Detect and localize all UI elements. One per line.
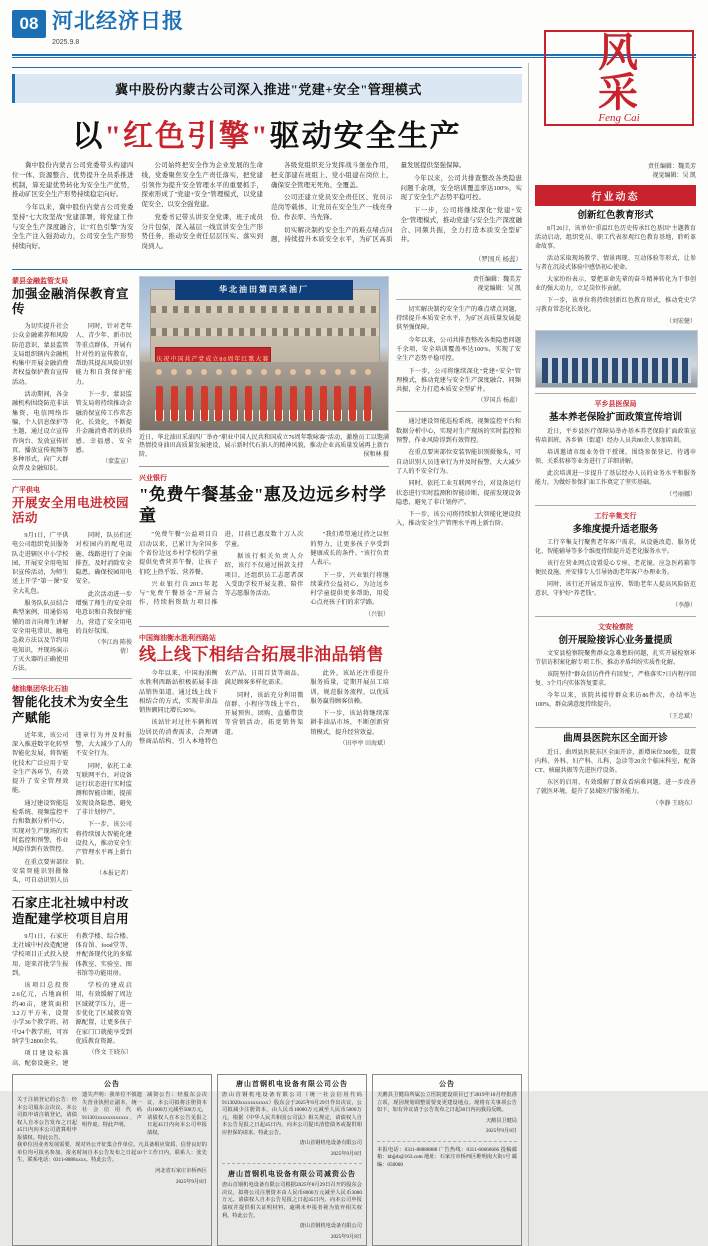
paragraph: 为切实提升社会公众金融素养和风险防范意识，蒙县监管支局组织辖内金融机构集中开展金融消费者权益保护教育宣传活动。 xyxy=(12,323,69,386)
lead-paragraph: 党委书记带头讲安全党课，班子成员分片包保，深入基层一线宣讲安全生产形势任务，推动安全责任层层压实、落实到岗到人。 xyxy=(141,213,263,250)
paragraph: （王忠斌） xyxy=(665,714,696,721)
article-kicker: 中国海油衡水胜利西路站 xyxy=(139,633,216,642)
paragraph: 下一步，蒙县监管支局将持续推动金融消保宣传工作常态化、长效化，不断提升金融消费者的获得感、幸福感、安全感。 xyxy=(75,391,132,454)
paragraph: 该行在营业网点设置爱心专座、老花镜、应急医药箱等便民设施，并安排专人引导协助老年客户办理业务。 xyxy=(535,561,696,577)
paragraph: 该院坚持"群众信访件件有回复"，严格落实7日内程序回复、3个月内实体答复要求。 xyxy=(535,672,696,688)
section-header-industry: 行业动态 xyxy=(535,185,696,206)
divider xyxy=(12,890,132,891)
paragraph: 活动采取现场教学、情景再现、互动体验等形式，让参与者在沉浸式体验中感悟初心使命。 xyxy=(535,256,696,272)
paragraph: 兴业银行自2013年起与"免费午餐基金"开展合作，持续捐资助力项目推进，目前已惠及数十万人次学童。 xyxy=(139,531,304,607)
section-logo xyxy=(544,30,694,126)
paragraph: 在重点要害部位安装智能识别摄像头，可自动识别人员违章行为并及时报警，大大减少了人的不安全行为。 xyxy=(396,449,521,475)
paragraph: 此次活动进一步增强了师生的安全用电意识和自我保护能力，营造了安全用电的良好氛围。 xyxy=(75,590,132,635)
article-title: 曲周县医院东区全面开诊 xyxy=(563,734,668,745)
paragraph: 同时，依托工业互联网平台，对设备运行状态进行实时监测和智能诊断，提前发现设备隐患，避免了非计划停产。 xyxy=(396,480,521,506)
notice-date: 2025年9月8日 xyxy=(175,1178,207,1185)
article-title: 创开展险接诉心业务量提质 xyxy=(558,636,673,647)
paragraph: "免费午餐"公益项目自启动以来，已累计为全国多个省份边远乡村学校的学童提供免费营养午餐，让孩子们吃上热乎饭、营养餐。 xyxy=(139,531,218,576)
article-title: 石家庄北社城中村改造配建学校项目启用 xyxy=(12,896,130,927)
divider xyxy=(12,479,132,480)
paragraph: （兴银） xyxy=(364,611,389,618)
column-middle xyxy=(139,276,389,1068)
paragraph: （罗国兵 杨蕊） xyxy=(477,398,521,405)
issue-date: 2025.9.8 xyxy=(52,39,80,46)
lead-headline-highlight: "红色引擎" xyxy=(104,120,270,153)
paragraph: 通过建设智能巡检系统、视频监控平台和数据分析中心，实现对生产现场的实时监控和预警，作业风险得到有效管控。 xyxy=(396,418,521,445)
divider xyxy=(12,269,522,270)
editor-responsible-label: 责任编辑：魏美芳 xyxy=(647,164,696,170)
lead-paragraph: 公司还建立党员安全责任区、党员示范岗等载体，让党员在安全生产一线亮身份、作表率、当先锋。 xyxy=(271,194,393,221)
editor-responsible: 责任编辑：魏美芳 xyxy=(472,276,521,283)
three-column-block xyxy=(12,276,522,1068)
lead-paragraph: 切实解决制约安全生产的难点堵点问题，持续提升本质安全水平，为矿区高质量发展提供坚强保障。 xyxy=(271,162,466,244)
article-title: 开展安全用电进校园活动 xyxy=(12,495,130,526)
article-kicker: 储油集团华北石油 xyxy=(12,685,68,694)
divider xyxy=(396,299,521,300)
article-body xyxy=(12,531,132,673)
article-kicker: 平乡县医保局 xyxy=(594,400,637,409)
notice-date: 2025年9月8日 xyxy=(330,1233,362,1240)
photo-caption-text: 近日，华北油田采油四厂举办"职业中国人民共和国成立76周年歌咏赛"活动，激励员工以饱满热情投身油田高质量发展建设，展示新时代石油人的精神风貌，推动企业高质量发展再上新台阶。 xyxy=(139,434,389,459)
article-title: 线上线下相结合拓展非油品销售 xyxy=(139,644,384,664)
paragraph: （刘宏健） xyxy=(665,319,696,326)
article-title: 基本养老保险扩面政策宣传培训 xyxy=(548,413,682,424)
lead-paragraph: 公司始终把安全作为企业发展的生命线，党委聚焦安全生产责任落实，把党建引领作为提升安全管理水平的重要抓手，探索形成了"党建+安全"管理模式，以党建促安全、以安全强党建。 xyxy=(141,162,263,208)
article-kicker: 文安检察院 xyxy=(598,623,633,632)
lead-paragraph: 今年以来，公司共排查整改各类隐患问题千余项，安全培训覆盖率达100%，实现了安全生产态势平稳可控。 xyxy=(400,174,522,202)
notice-body: 唐山首钢机电设备有限公司根据2025年8月29日召开的股东会决议，拟将公司注册资本由人民币8000万元减至人民币3000万元。请债权人自本公告见报之日起45日内，向本公司申报债权并提供相关证明材料，逾期未申报者视为放弃相关权利。特此公告。 xyxy=(222,1182,362,1219)
divider xyxy=(535,727,696,728)
paragraph: 文安县检察院聚焦群众急难愁盼问题，扎实开展检察环节信访积案化解专项工作，推动矛盾纠纷实质性化解。 xyxy=(535,651,696,667)
paragraph: 近日，曲周县医院东区全面开诊，新增床位300张，设置内科、外科、妇产科、儿科、急诊等20余个临床科室，配备CT、核磁共振等先进医疗设备。 xyxy=(535,749,696,774)
notice-body: 唐山首钢机电设备有限公司（统一社会信用代码9113020xxxxxxxxxxx）股东会于2025年8月29日作出决议，公司拟减少注册资本，由人民币10000万元减至人民币5000万元。根据《中华人民共和国公司法》相关规定，请债权人自本公告见报之日起45日内，向本公司提出清偿债务或提供相应担保的请求。特此公告。 xyxy=(222,1092,362,1136)
right-photo-crowd xyxy=(542,358,690,383)
paragraph: （田亭亭 田海斌） xyxy=(339,741,389,748)
lead-article xyxy=(12,67,522,263)
main-content xyxy=(12,63,522,1246)
lead-paragraph: 今年以来，冀中股份内蒙古公司党委坚持"七大攻坚战"党建部署，将党建工作与安全生产深度融合，让"红色引擎"为安全生产注入强劲动力，公司安全生产形势持续向好。 xyxy=(12,204,134,250)
lead-paragraph: 下一步，公司将继续深化"党建+安全"管理模式，推动党建与安全生产深度融合、同频共振，全力打造本质安全型矿井。 xyxy=(400,207,522,244)
section-logo-pinyin: Feng Cai xyxy=(598,112,640,124)
notice-box-2 xyxy=(217,1074,367,1246)
article-body xyxy=(535,650,696,722)
notices-row xyxy=(12,1074,522,1246)
notice-box-1 xyxy=(12,1074,212,1246)
right-item-1 xyxy=(535,210,696,327)
paragraph: 下一步，兴业银行将继续秉持公益初心，为边远乡村学童提供更多帮助，用爱心点亮孩子们的求学路。 xyxy=(310,571,389,607)
paragraph: （弓丽娜） xyxy=(665,491,696,498)
news-photo xyxy=(139,276,389,431)
article-title: "免费午餐基金"惠及边远乡村学童 xyxy=(139,484,387,526)
article-kicker: 兴业银行 xyxy=(139,473,167,482)
paragraph: 项目建设标准高、配套设施全，建有教学楼、综合楼、体育馆、food堂等，并配备现代化的多媒体教室、实验室、图书馆等功能用房。 xyxy=(12,932,132,1067)
article-body xyxy=(139,669,389,749)
article-a3-continuation xyxy=(396,417,521,528)
article-body xyxy=(12,322,132,474)
lead-paragraph: 冀中股份内蒙古公司党委带头构建四位一体、资源整合、优势提升全员系推进机制，算充建优势转化为安全生产优势，推动矿区安全生产形势持续稳定向好。 xyxy=(12,162,134,199)
divider xyxy=(396,411,521,412)
notice-signature: 唐山首钢机电设备有限公司 xyxy=(299,1223,362,1230)
right-item-2 xyxy=(535,399,696,499)
paragraph: 下一步，公司将继续深化"党建+安全"管理模式，推动党建与安全生产深度融合、同频共振，全力打造本质安全型矿井。 xyxy=(396,367,521,394)
notice-body xyxy=(17,1092,207,1142)
section-logo-char1: 风 xyxy=(598,30,640,75)
paragraph: 9月1日，石家庄北社城中村改造配建学校项目正式投入使用，迎来首批学生报到。 xyxy=(12,932,69,977)
column-left xyxy=(12,276,132,1068)
notice-box-3 xyxy=(372,1074,522,1246)
photo-performers xyxy=(140,369,388,421)
paragraph: （本报记者） xyxy=(95,870,132,877)
article-kicker: 蒙县金融监管支局 xyxy=(12,276,68,285)
divider xyxy=(12,678,132,679)
divider xyxy=(139,626,389,627)
article-finance-edu xyxy=(12,276,132,474)
photo-caption xyxy=(139,434,389,460)
paragraph: （李静 王晓东） xyxy=(652,800,696,807)
notice-title: 公告 xyxy=(439,1079,455,1088)
article-title: 智能化技术为安全生产赋能 xyxy=(12,695,130,726)
notice-title: 唐山首钢机电设备有限公司减资公告 xyxy=(228,1170,356,1179)
lead-kicker: 冀中股份内蒙古公司深入推进"党建+安全"管理模式 xyxy=(12,74,522,103)
masthead-text xyxy=(52,10,184,46)
paragraph: 培训邀请市级业务骨干授课，围绕参保登记、待遇申领、关系转移等业务进行了详细讲解。 xyxy=(535,449,696,465)
right-item-5 xyxy=(535,733,696,808)
editors-note xyxy=(535,163,696,181)
photo-credit: 侯和林 摄 xyxy=(363,452,389,459)
paragraph: 切实解决制约安全生产的难点堵点问题，持续提升本质安全水平，为矿区高质量发展提供坚强保障。 xyxy=(396,305,521,332)
lead-paragraph: 各级党组织充分发挥战斗堡垒作用，把支部建在班组上、党小组建在岗位上，确保安全管理无死角、全覆盖。 xyxy=(271,162,393,189)
lead-headline-part2: 驱动安全生产 xyxy=(269,120,462,153)
paragraph: 今年以来，公司共排查整改各类隐患问题千余项，安全培训覆盖率达100%，实现了安全生产态势平稳可控。 xyxy=(396,336,521,363)
paragraph: 同时，针对老年人、青少年、新市民等重点群体，开展有针对性的宣传教育，帮助其提高风险识别能力和自我保护能力。 xyxy=(75,323,132,386)
paragraph: 服务队队员结合典型案例，用通俗易懂的语言向师生讲解安全用电常识、触电急救方法以及节约用电知识，并现场演示了灭火器的正确使用方法。 xyxy=(12,600,69,673)
paragraph: 下一步，该公司将持续加大智能化建设投入，推动安全生产管理水平再上新台阶。 xyxy=(396,511,521,528)
footer-contact: 本报电话：0311-88888888 广告热线：0311-66666666 投稿邮箱：hbjjrb@163.com 地址：石家庄市桥西区维明南大街1号 邮编：050000 xyxy=(377,1146,517,1168)
article-body xyxy=(535,749,696,809)
paragraph: 在重点要害部位安装智能识别摄像头，可自动识别人员违章行为并及时报警，大大减少了人的不安全行为。 xyxy=(12,731,132,885)
notice-signature: 河北省石家庄市桥西区 xyxy=(155,1167,207,1174)
right-item-4 xyxy=(535,622,696,722)
paragraph: 近年来，该公司深入推进数字化转型智能化发展，将智能化技术广泛应用于安全生产各环节，有效提升了安全管理效能。 xyxy=(12,731,69,795)
editor-visual-label: 视觉编辑：吴 凯 xyxy=(652,173,696,179)
paper-name: 河北经济日报 xyxy=(52,9,184,33)
article-kicker: 工行辛集支行 xyxy=(594,511,637,520)
photo-factory-sign: 华北油田第四采油厂 xyxy=(175,280,354,300)
article-body xyxy=(139,530,389,619)
article-body xyxy=(12,731,132,886)
paragraph: 下一步，该站将继续深耕非油品市场，不断创新营销模式，提升经营效益。 xyxy=(310,710,389,736)
article-body xyxy=(12,932,132,1068)
paragraph: 工行辛集支行聚焦老年客户需求，从设施改造、服务优化、智能辅导等多个维度持续提升适老化服务水平。 xyxy=(535,540,696,556)
lead-headline-part1: 以 xyxy=(72,120,105,153)
article-smart-safety xyxy=(12,684,132,885)
lead-continuation xyxy=(396,305,521,407)
article-school-project xyxy=(12,896,132,1067)
column-inner-right xyxy=(396,276,521,1068)
divider xyxy=(535,505,696,506)
paragraph: 通过建设智能巡检系统、视频监控平台和数据分析中心，实现对生产现场的实时监控和预警，作业风险得到有效管控。 xyxy=(12,799,69,854)
paragraph: 下一步，该公司将持续加大智能化建设投入，推动安全生产管理水平再上新台阶。 xyxy=(75,821,132,866)
notice-paragraph: 减资公告：经股东会决议，本公司拟将注册资本由1000万元减至500万元，请债权人自本公告见报之日起45日内向本公司申报债权。 xyxy=(147,1092,207,1136)
notice-paragraph: 关于注销登记的公告：经本公司股东会决议，本公司拟申请注销登记，请债权人自本公告发布之日起45日内向本公司清算组申报债权。特此公告。 xyxy=(17,1097,77,1141)
section-logo-char2: 采 xyxy=(598,70,640,115)
notice-paragraph: 遗失声明：我单位不慎遗失营业执照正副本，统一社会信用代码911301xxxxxxxxxxxx，声明作废。特此声明。 xyxy=(82,1092,142,1129)
notice-title: 唐山首钢机电设备有限公司公告 xyxy=(236,1079,348,1088)
notice-date: 2025年9月8日 xyxy=(330,1150,362,1157)
paragraph: 学校的建成启用，有效缓解了周边区域就学压力，进一步优化了区域教育资源配置，让更多孩子在家门口就能享受到优质教育资源。 xyxy=(75,982,132,1045)
divider xyxy=(139,466,389,467)
paragraph: 据该行相关负责人介绍，该行不仅通过捐款支持项目，还组织员工志愿者深入受助学校开展支教、陪伴等志愿服务活动。 xyxy=(224,552,304,598)
page-number: 08 xyxy=(12,10,46,38)
paragraph: 下一步，该单位将持续创新红色教育形式，推动党史学习教育常态化长效化。 xyxy=(535,298,696,314)
divider xyxy=(222,1163,362,1164)
paragraph: （李静） xyxy=(671,603,696,610)
paragraph: 此外，该站还注重提升服务质量，定期开展员工培训，规范服务流程，以优质服务赢得顾客信赖。 xyxy=(310,669,389,705)
article-title: 加强金融消保教育宣传 xyxy=(12,286,130,317)
lead-body xyxy=(12,161,522,252)
article-school-electricity xyxy=(12,485,132,674)
article-title: 多维度提升适老服务 xyxy=(572,524,659,535)
article-title: 创新红色教育形式 xyxy=(577,211,654,221)
article-nonfuel-sales xyxy=(139,633,389,749)
notice-body: 天鹅县卫健局所属公立医院建设项目已于2019年10月经批准立项，现因规划调整需要变更建设地点。现将有关事项公告如下，如有异议请于公告发布之日起30日内向我局反映。 xyxy=(377,1092,517,1114)
paragraph: 东区的启用，有效缓解了群众看病难问题，进一步改善了就医环境，提升了县域医疗服务能力。 xyxy=(535,779,696,795)
divider xyxy=(377,1141,517,1142)
paragraph: （佟文 王晓东） xyxy=(88,1050,132,1057)
paragraph: （李江海 陈俊倩） xyxy=(94,640,132,656)
paragraph: 今年以来，中国海油衡水胜利西路站积极拓展非油品销售渠道，通过线上线下相结合的方式，实现非油品销售额同比增长30%。 xyxy=(139,669,218,715)
notice-signature: 唐山首钢机电设备有限公司 xyxy=(299,1140,362,1147)
lead-byline: （罗国兵 杨蕊） xyxy=(474,255,522,263)
photo-red-banner: 庆祝中国共产党成立80周年红歌大赛 xyxy=(155,347,271,369)
paragraph: 同时，该站充分利用微信群、小程序等线上平台，开展预售、团购、直播带货等营销活动，拓宽销售渠道。 xyxy=(224,691,304,736)
paragraph: 活动期间，各金融机构围绕防范非法集资、电信网络诈骗、个人信息保护等主题，通过设立宣传咨询台、发放宣传折页、播放宣传视频等多种形式，向广大群众普及金融知识。 xyxy=(12,391,69,473)
paragraph: 今年以来，该院共接待群众来访86件次，办结率达100%，群众满意度持续提升。 xyxy=(535,693,696,709)
article-body xyxy=(535,428,696,500)
editor-visual: 视觉编辑：吴 凯 xyxy=(477,285,521,292)
lead-headline xyxy=(12,111,522,155)
article-body xyxy=(535,539,696,611)
paragraph: 同时，依托工业互联网平台，对设备运行状态进行实时监测和智能诊断，提前发现设备隐患，避免了非计划停产。 xyxy=(75,762,132,817)
right-photo xyxy=(535,330,698,388)
paragraph: 8月26日，该单位"重温红色历史传承红色基因"主题教育活动启动，组织党员、职工代表参观红色教育基地，聆听革命故事。 xyxy=(535,226,696,251)
notice-title: 公告 xyxy=(104,1079,120,1088)
article-body xyxy=(535,225,696,327)
paragraph: 该项目总投资2.6亿元，占地面积约40亩，建筑面积3.2万平方米，设置小学36个教学班、初中24个教学班，可容纳学生2800余名。 xyxy=(12,982,69,1045)
article-free-lunch xyxy=(139,473,389,620)
paragraph: 同时，该行还开展反诈宣传，帮助老年人提高风险防范意识，守护好"养老钱"。 xyxy=(535,582,696,598)
right-rail xyxy=(528,63,696,1246)
right-item-3 xyxy=(535,511,696,611)
paragraph: 此次培训进一步提升了基层经办人员的业务水平和服务能力，为做好参保扩面工作奠定了坚实基础。 xyxy=(535,470,696,486)
paragraph: 近日，平乡县医疗保障局举办基本养老保险扩面政策宣传培训班，各乡镇（街道）经办人员共80余人参加培训。 xyxy=(535,428,696,444)
paragraph: 9月1日，广平供电公司组织党员服务队走进辖区中小学校园，开展安全用电知识宣传活动，为师生送上开学"第一课"安全大礼包。 xyxy=(12,532,69,595)
notice-main-text: 我单位因业务发展需要，现对外公开征集合作单位。凡具备相应资质、信誉良好的单位均可报名参加。报名时间自本公告发布之日起10个工作日内。联系人：张先生，联系电话：0311-8888xxxx。特此公告。 xyxy=(17,1142,207,1164)
paragraph: "我们希望通过持之以恒的努力，让更多孩子享受到健康成长的条件。"该行负责人表示。 xyxy=(310,531,389,567)
paragraph: 同时，队员们还对校园内的配电设施、线路进行了全面排查，及时消除安全隐患，确保校园用电安全。 xyxy=(75,532,132,586)
paragraph: 该站针对过往车辆和周边居民的消费需求，合理调整商品结构，引入本地特色农产品、日用百货等商品，满足顾客多样化需求。 xyxy=(139,669,304,746)
divider xyxy=(535,393,696,394)
editors-block xyxy=(396,276,521,294)
notice-signature: 天鹅县卫健局 xyxy=(485,1117,517,1124)
divider xyxy=(535,616,696,617)
paragraph: （蒙监宣） xyxy=(101,459,132,466)
notice-date: 2025年9月8日 xyxy=(485,1128,517,1135)
paragraph: 大家纷纷表示，要把革命先辈的奋斗精神转化为干事创业的强大动力，立足岗位作贡献。 xyxy=(535,277,696,293)
article-kicker: 广平供电 xyxy=(12,485,40,494)
